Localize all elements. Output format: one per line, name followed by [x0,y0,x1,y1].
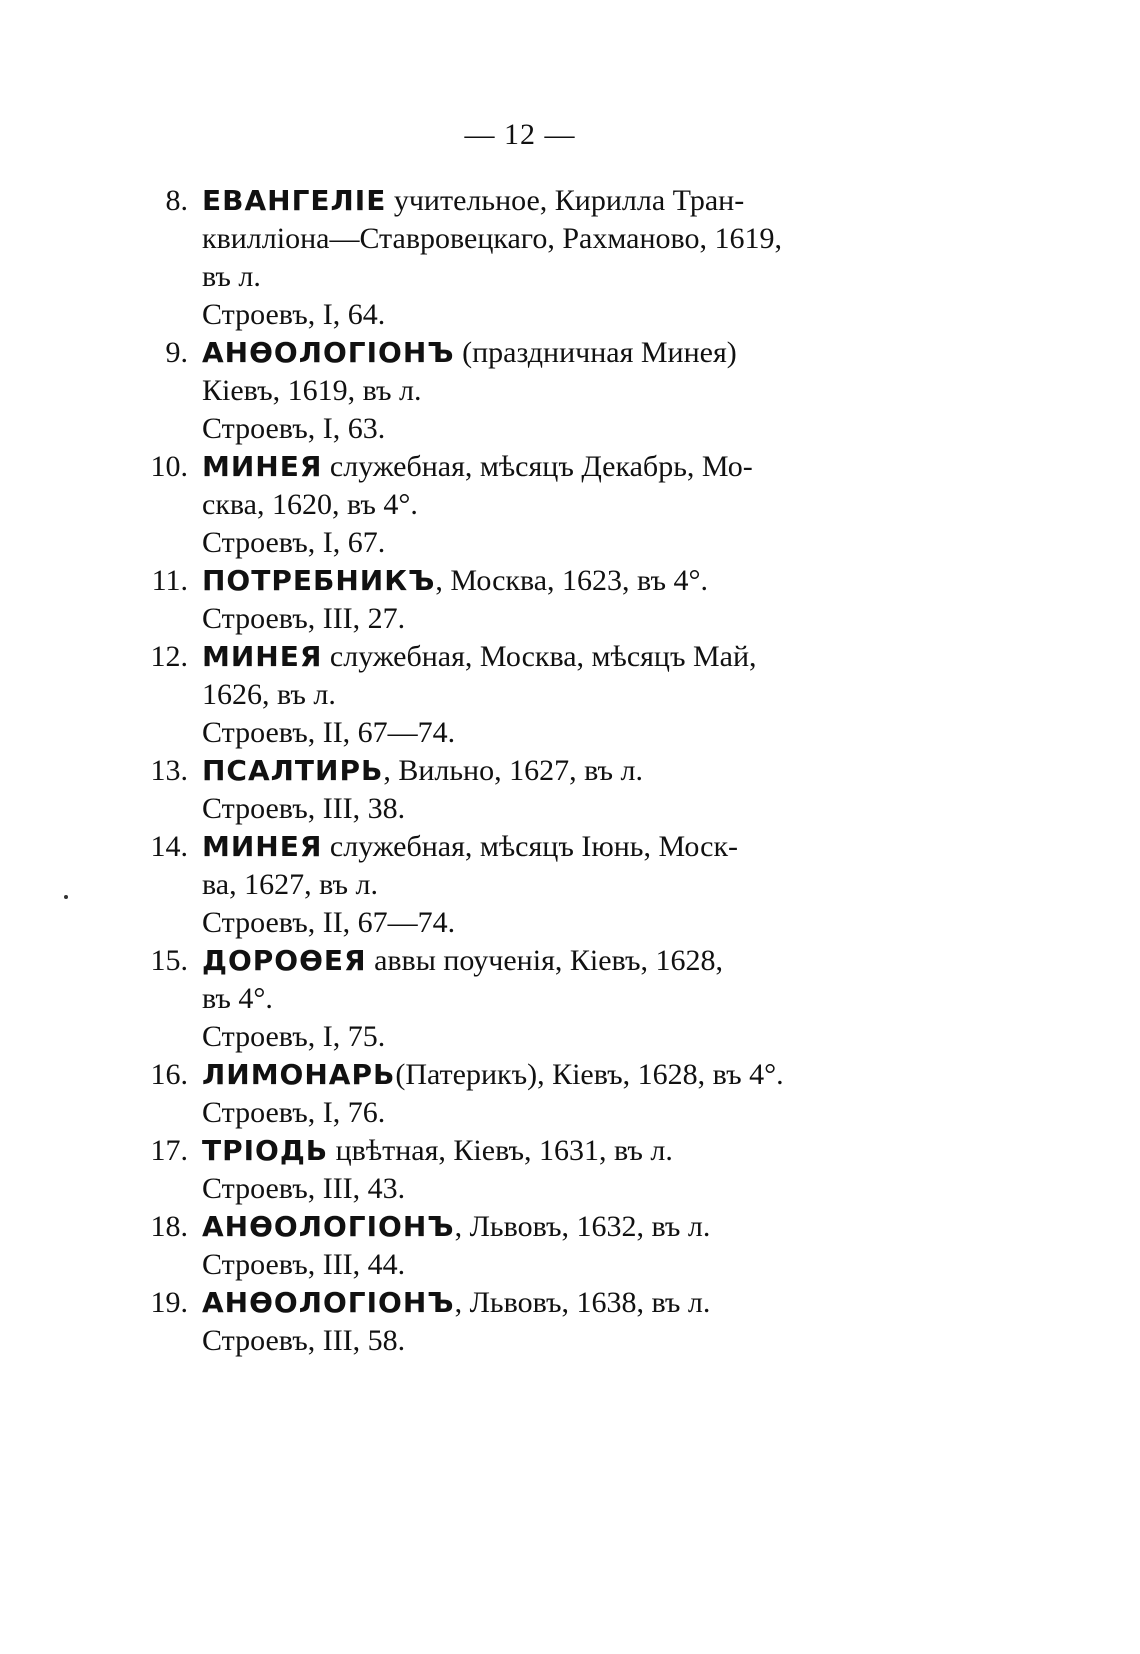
entry-number: 8. [165,184,188,217]
entry-number: 9. [165,336,188,369]
entry-description: сква, 1620, въ 4°. [202,488,418,521]
entry-reference: Строевъ, I, 67. [202,526,386,559]
entry-15 [110,942,946,1056]
entry-reference: Строевъ, II, 67—74. [202,906,456,939]
entry-description: , Львовъ, 1632, въ л. [454,1210,711,1243]
entry-title: МИНЕЯ [202,830,323,863]
entry-9 [110,334,946,448]
entry-12 [110,638,946,752]
entry-number: 15. [150,944,188,977]
entry-title: ТРІОДЬ [202,1134,329,1167]
entry-description: служебная, Москва, мѣсяцъ Май, [322,640,757,673]
entry-17 [110,1132,946,1208]
bibliography-list [110,182,946,1360]
entry-description: въ 4°. [202,982,273,1015]
entry-14 [110,828,946,942]
entry-10 [110,448,946,562]
entry-11 [110,562,946,638]
entry-description: служебная, мѣсяцъ Іюнь, Моск- [322,830,739,863]
entry-number: 10. [150,450,188,483]
entry-description: цвѣтная, Кіевъ, 1631, въ л. [328,1134,673,1167]
entry-description: (праздничная Минея) [454,336,737,369]
entry-title: МИНЕЯ [202,450,323,483]
entry-number: 17. [150,1134,188,1167]
entry-reference: Строевъ, III, 58. [202,1324,406,1357]
entry-number: 16. [150,1058,188,1091]
entry-19 [110,1284,946,1360]
entry-8 [110,182,946,334]
entry-description: 1626, въ л. [202,678,336,711]
entry-reference: Строевъ, III, 38. [202,792,406,825]
entry-reference: Строевъ, III, 27. [202,602,406,635]
entry-number: 14. [150,830,188,863]
entry-reference: Строевъ, I, 64. [202,298,386,331]
entry-description: ва, 1627, въ л. [202,868,378,901]
entry-description: Кіевъ, 1619, въ л. [202,374,422,407]
entry-18 [110,1208,946,1284]
entry-title: ПОТРЕБНИКЪ [202,564,436,597]
entry-number: 13. [150,754,188,787]
entry-reference: Строевъ, III, 44. [202,1248,406,1281]
entry-title: ПСАЛТИРЬ [202,754,384,787]
entry-reference: Строевъ, II, 67—74. [202,716,456,749]
entry-title: АНӨОЛОГІОНЪ [202,336,455,369]
page-number: — 12 — [464,118,576,151]
entry-reference: Строевъ, I, 75. [202,1020,386,1053]
entry-description: въ л. [202,260,261,293]
entry-13 [110,752,946,828]
entry-number: 18. [150,1210,188,1243]
entry-description: , Львовъ, 1638, въ л. [454,1286,711,1319]
entry-title: АНӨОЛОГІОНЪ [202,1210,455,1243]
entry-description: (Патерикъ), Кіевъ, 1628, въ 4°. [395,1058,784,1091]
stray-mark [64,895,68,899]
entry-description: , Москва, 1623, въ 4°. [435,564,708,597]
entry-description: , Вильно, 1627, въ л. [383,754,643,787]
entry-description: учительное, Кирилла Тран- [386,184,745,217]
entry-description: служебная, мѣсяцъ Декабрь, Мо- [322,450,753,483]
entry-16 [110,1056,946,1132]
entry-title: ЛИМОНАРЬ [202,1058,396,1091]
entry-number: 11. [151,564,188,597]
entry-description: аввы поученія, Кіевъ, 1628, [366,944,723,977]
entry-reference: Строевъ, I, 63. [202,412,386,445]
entry-title: ДОРОӨЕЯ [202,944,367,977]
entry-reference: Строевъ, III, 43. [202,1172,406,1205]
entry-title: МИНЕЯ [202,640,323,673]
entry-number: 19. [150,1286,188,1319]
entry-title: АНӨОЛОГІОНЪ [202,1286,455,1319]
entry-number: 12. [150,640,188,673]
entry-title: ЕВАНГЕЛІЕ [202,184,387,217]
entry-reference: Строевъ, I, 76. [202,1096,386,1129]
entry-description: квилліона—Ставровецкаго, Рахманово, 1619, [202,222,782,255]
